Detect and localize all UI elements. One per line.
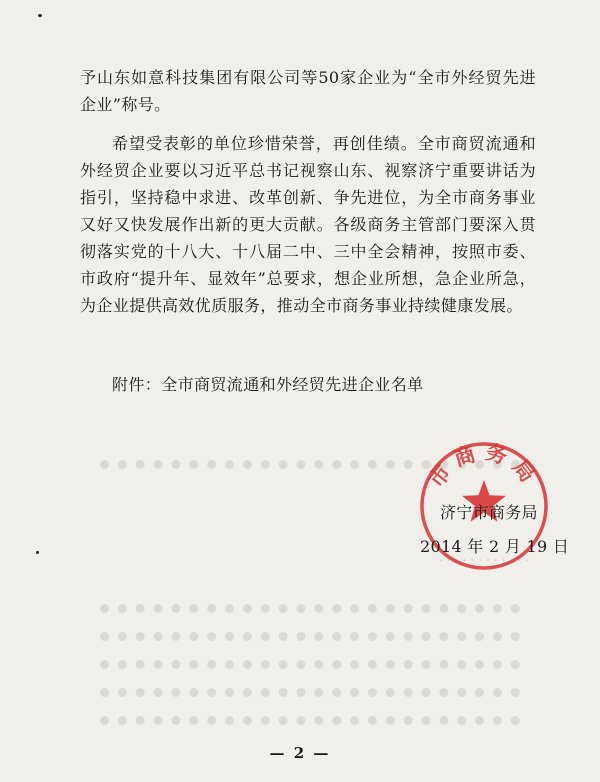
page-number: — 2 — — [269, 744, 331, 762]
scan-speck — [38, 14, 42, 17]
paragraph-continued: 予山东如意科技集团有限公司等50家企业为“全市外经贸先进企业”称号。 — [80, 68, 536, 114]
bleed-through-line — [100, 716, 520, 725]
paragraph-main: 希望受表彰的单位珍惜荣誉，再创佳绩。全市商贸流通和外经贸企业要以习近平总书记视察山东、视察济宁重要讲话为指引，坚持稳中求进、改革创新、争先进位，为全市商务事业又好又快发展作出新的更大贡献。各级商务主管部门要深入贯彻落实党的十八大、十八届二中、三中全会精神，按照市委、市政府“提升年、显效年”总要求，想企业所想，急企业所急，为企业提供高效优质服务，推动全市商务事业持续健康发展。 — [80, 134, 536, 315]
bleed-through-line — [100, 632, 520, 641]
attachment-line: 附件：全市商贸流通和外经贸先进企业名单 — [112, 375, 424, 394]
issuer-signature: 济宁市商务局 — [440, 503, 538, 522]
seal-serial-marks: · · · · · · · · · · · · — [438, 556, 530, 564]
bleed-through-line — [100, 688, 520, 697]
bleed-through-line — [100, 660, 520, 669]
bleed-through-line — [100, 604, 520, 613]
issue-date: 2014 年 2 月 19 日 — [420, 537, 570, 556]
seal-arc-text: 市商务局 — [423, 440, 545, 493]
scan-speck — [36, 551, 39, 554]
